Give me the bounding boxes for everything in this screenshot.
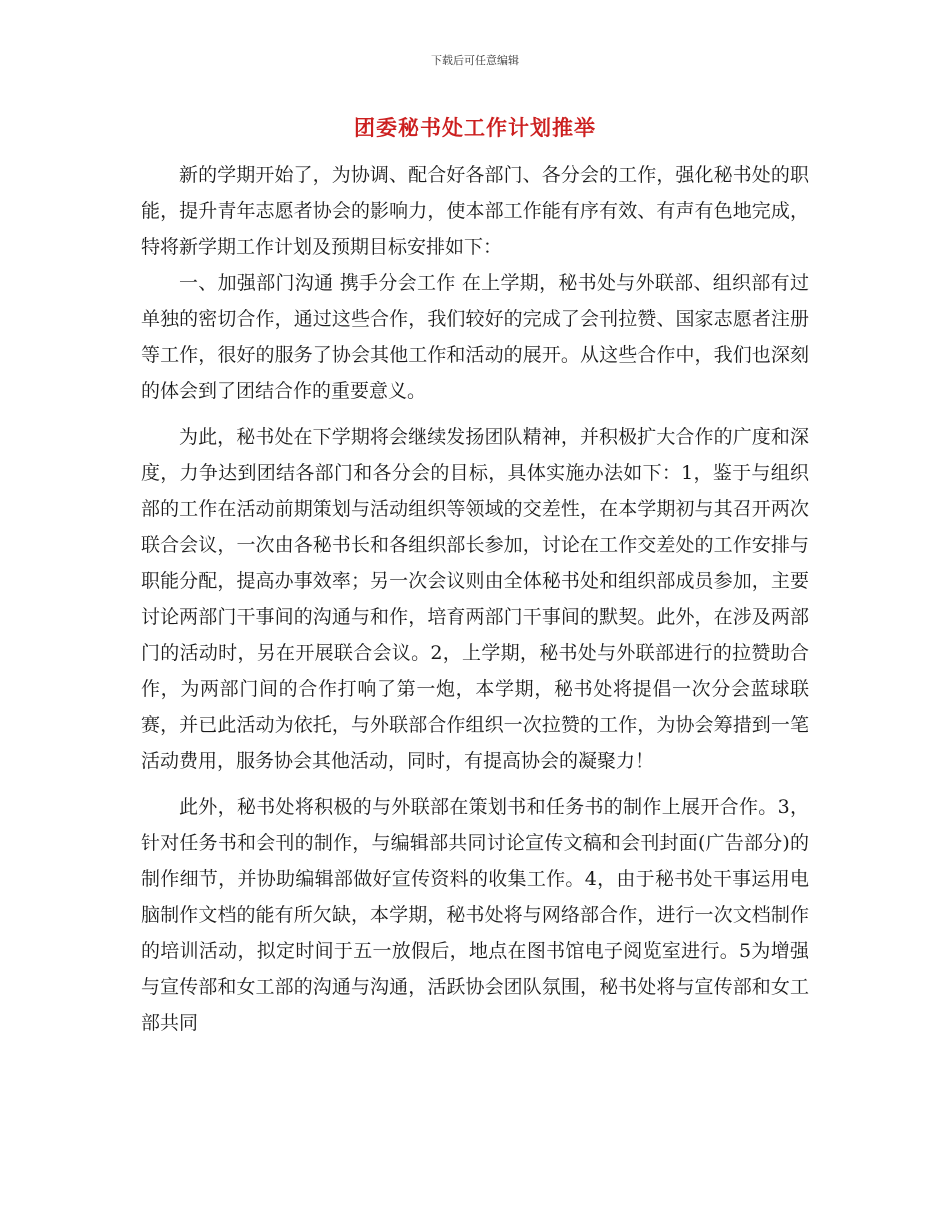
page-header-note: 下载后可任意编辑 xyxy=(431,54,519,67)
paragraph-section-one: 一、加强部门沟通 携手分会工作 在上学期，秘书处与外联部、组织部有过单独的密切合作，通过这些合作，我们较好的完成了会刊拉赞、国家志愿者注册等工作，很好的服务了协会其他工作和活动的展开。从这些合作中，我们也深刻的体会到了团结合作的重要意义。 xyxy=(141,272,809,402)
paragraph-intro: 新的学期开始了，为协调、配合好各部门、各分会的工作，强化秘书处的职能，提升青年志愿者协会的影响力，使本部工作能有序有效、有声有色地完成，特将新学期工作计划及预期目标安排如下： xyxy=(141,164,809,258)
document-title: 团委秘书处工作计划推举 xyxy=(354,115,596,140)
document-body xyxy=(141,157,809,1041)
paragraph-additional: 此外，秘书处将积极的与外联部在策划书和任务书的制作上展开合作。3，针对任务书和会刊的制作，与编辑部共同讨论宣传文稿和会刊封面(广告部分)的制作细节，并协助编辑部做好宣传资料的收集工作。4，由于秘书处干事运用电脑制作文档的能有所欠缺，本学期，秘书处将与网络部合作，进行一次文档制作的培训活动，拟定时间于五一放假后，地点在图书馆电子阅览室进行。5为增强与宣传部和女工部的沟通与沟通，活跃协会团队氛围，秘书处将与宣传部和女工部共同 xyxy=(141,796,809,1034)
paragraph-implementation: 为此，秘书处在下学期将会继续发扬团队精神，并积极扩大合作的广度和深度，力争达到团结各部门和各分会的目标，具体实施办法如下：1，鉴于与组织部的工作在活动前期策划与活动组织等领域的交差性，在本学期初与其召开两次联合会议，一次由各秘书长和各组织部长参加，讨论在工作交差处的工作安排与职能分配，提高办事效率；另一次会议则由全体秘书处和组织部成员参加，主要讨论两部门干事间的沟通与和作，培育两部门干事间的默契。此外，在涉及两部门的活动时，另在开展联合会议。2，上学期，秘书处与外联部进行的拉赞助合作，为两部门间的合作打响了第一炮，本学期，秘书处将提倡一次分会蓝球联赛，并已此活动为依托，与外联部合作组织一次拉赞的工作，为协会筹措到一笔活动费用，服务协会其他活动，同时，有提高协会的凝聚力！ xyxy=(141,426,809,772)
